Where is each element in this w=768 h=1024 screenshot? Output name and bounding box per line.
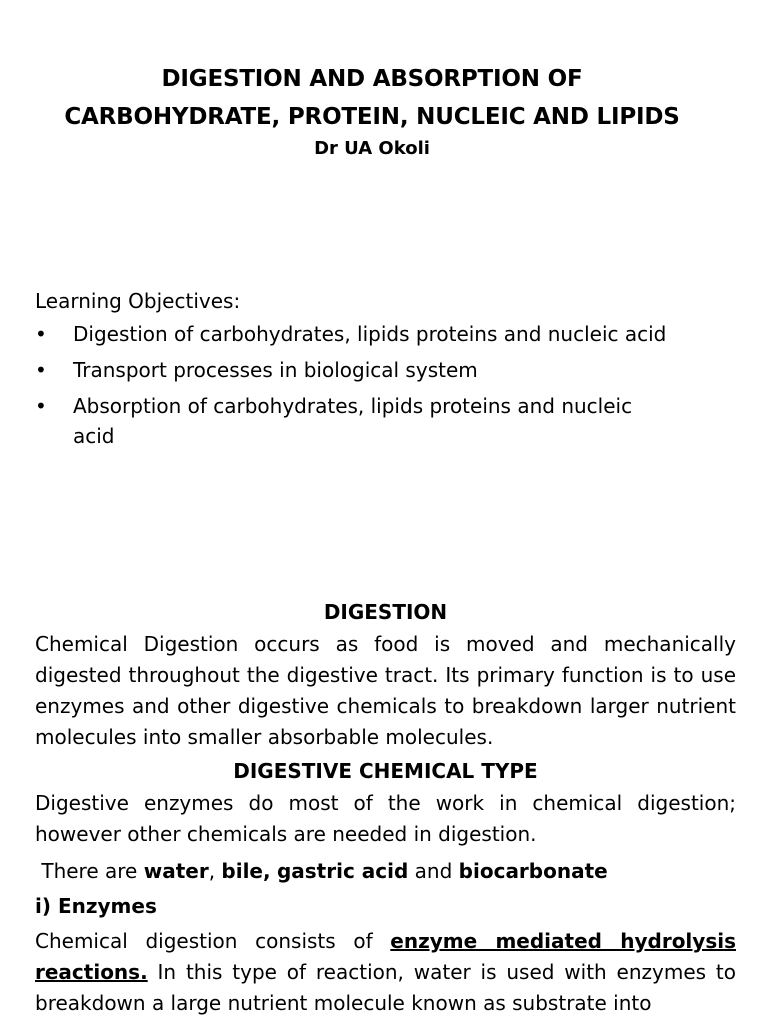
chemical-type-heading: DIGESTIVE CHEMICAL TYPE [233, 759, 538, 783]
enzymes-rest: In this type of reaction, water is used with enzymes to breakdown a large nutrient molecule known as substrate into [35, 960, 736, 1015]
objective-text: Transport processes in biological system [73, 358, 478, 382]
document-title-line-2: CARBOHYDRATE, PROTEIN, NUCLEIC AND LIPIDS [64, 104, 680, 130]
bullet-icon: • [35, 394, 47, 418]
objectives-heading: Learning Objectives: [35, 289, 241, 313]
enzymes-paragraph [35, 926, 736, 1019]
chemical-comma: , [208, 859, 216, 883]
chemical-list-intro: There are [41, 859, 138, 883]
chemical-water: water [143, 859, 209, 883]
enzymes-lead: Chemical digestion consists of [35, 929, 373, 953]
bullet-icon: • [35, 358, 47, 382]
enzymes-heading: i) Enzymes [35, 894, 157, 918]
learning-objectives [35, 286, 715, 457]
chemical-gastric-acid: gastric acid [276, 859, 409, 883]
enzymes-emphasis: enzyme mediated hydrolysis reactions. [35, 929, 736, 984]
objective-item [35, 319, 715, 349]
chemical-biocarbonate: biocarbonate [458, 859, 608, 883]
title-block [30, 60, 714, 162]
author-name: Dr UA Okoli [314, 138, 430, 159]
digestion-paragraph: Chemical Digestion occurs as food is moved and mechanically digested throughout the digestive tract. Its primary function is to use enzymes and other digestive chemicals to breakdown larger nutrient molecules into smaller absorbable molecules. [35, 632, 736, 749]
objective-item [35, 391, 715, 451]
digestion-heading: DIGESTION [323, 600, 448, 624]
body-section [35, 596, 736, 1019]
objective-text: Absorption of carbohydrates, lipids proteins and nucleic acid [73, 394, 633, 448]
chemical-and: and [414, 859, 453, 883]
objective-text: Digestion of carbohydrates, lipids proteins and nucleic acid [73, 322, 667, 346]
chemical-type-paragraph: Digestive enzymes do most of the work in chemical digestion; however other chemicals are needed in digestion. [35, 791, 736, 846]
objectives-list [35, 319, 715, 451]
document-title-line-1: DIGESTION AND ABSORPTION OF [161, 66, 583, 92]
objective-item [35, 355, 715, 385]
chemical-list-line [35, 856, 736, 887]
bullet-icon: • [35, 322, 47, 346]
chemical-bile: bile, [221, 859, 271, 883]
